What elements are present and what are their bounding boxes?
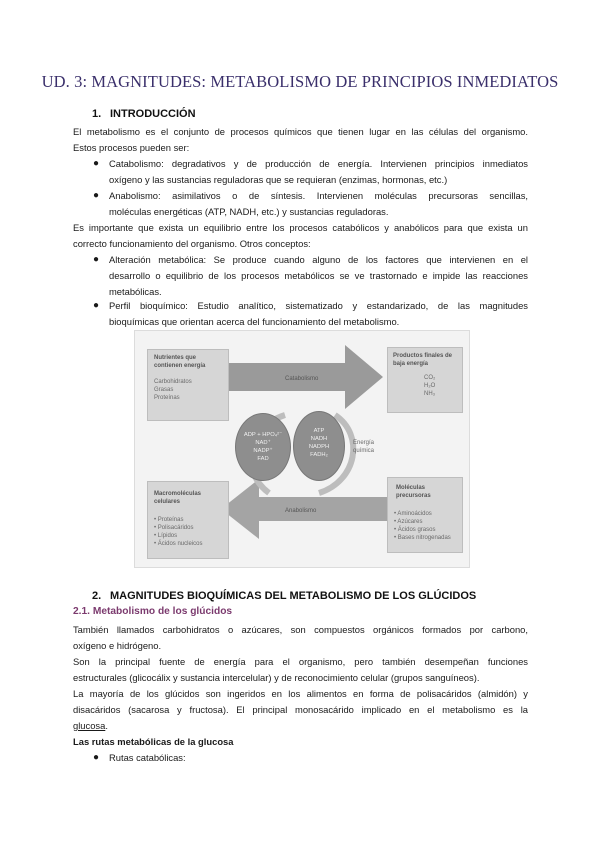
- metabolic-alteration-line: desarrollo o equilibrio de los procesos metabólicos se ve trastornado e impide las reacciones: [109, 270, 528, 281]
- chemical-energy-label: química: [353, 448, 375, 454]
- box-title: contienen energía: [154, 363, 206, 369]
- biochemical-profile-line: Perfil bioquímico: Estudio analítico, sistematizado y estandarizado, de las magnitudes: [109, 300, 528, 311]
- catabolism-item-line: oxígeno y las sustancias reguladoras que se requieran (enzimas, hormonas, etc.): [109, 174, 448, 185]
- box-item: • Azúcares: [394, 519, 423, 525]
- subsection-title: Metabolismo de los glúcidos: [92, 606, 233, 617]
- anabolism-label: Anabolismo: [285, 508, 317, 514]
- oxidized-cofactors-circle: [235, 413, 291, 481]
- bullet-icon: ●: [93, 300, 100, 311]
- cofactor-label: ATP: [313, 428, 325, 434]
- balance-paragraph-line: correcto funcionamiento del organismo. Otros conceptos:: [73, 238, 311, 249]
- box-item: • Polisacáridos: [154, 525, 194, 531]
- ingestion-paragraph-line: La mayoría de los glúcidos son ingeridos en los alimentos en forma de polisacáridos (almidón) y: [73, 688, 528, 699]
- box-item: • Bases nitrogenadas: [394, 535, 451, 541]
- box-title: Macromoléculas: [154, 491, 202, 497]
- section-2-heading: [92, 590, 476, 602]
- box-item: Proteínas: [154, 395, 180, 401]
- reduced-cofactors-circle: [293, 411, 345, 481]
- subsection-number: 2.1.: [73, 606, 90, 617]
- cell-macromolecules-box: [147, 481, 229, 559]
- cofactor-label: FADH₂: [310, 452, 328, 458]
- chemical-energy-label: Energía: [353, 440, 375, 446]
- box-item: • Aminoácidos: [394, 511, 432, 517]
- ingestion-paragraph-line: disacáridos (sacarosa y fructosa). El principal monosacárido implicado en el metabolismo es la: [73, 704, 528, 715]
- section-1-number: 1.: [92, 108, 102, 120]
- subsection-2-1-heading: [73, 606, 232, 617]
- section-1-title: INTRODUCCIÓN: [110, 108, 196, 120]
- intro-paragraph-line: Estos procesos pueden ser:: [73, 142, 190, 153]
- carbohydrates-paragraph-line: oxígeno e hidrógeno.: [73, 640, 162, 651]
- balance-paragraph-line: Es importante que exista un equilibrio entre los procesos catabólicos y anabólicos para que exista un: [73, 222, 528, 233]
- bullet-icon: ●: [93, 254, 100, 265]
- box-item: CO₂: [424, 375, 436, 381]
- box-item: • Lípidos: [154, 533, 178, 539]
- bullet-icon: ●: [93, 158, 100, 169]
- ingestion-paragraph-line: [73, 718, 528, 734]
- section-1-heading: [92, 108, 196, 120]
- glucose-term: glucosa: [73, 720, 106, 731]
- biochemical-profile-line: bioquímicas que orientan acerca del funcionamiento del metabolismo.: [109, 316, 400, 327]
- low-energy-products-box: [387, 347, 463, 413]
- box-item: NH₃: [424, 391, 436, 397]
- metabolism-diagram: [134, 330, 470, 568]
- box-item: • Proteínas: [154, 517, 184, 523]
- sentence-end: .: [105, 720, 108, 731]
- box-title: Nutrientes que: [154, 355, 197, 361]
- box-title: Productos finales de: [393, 353, 453, 359]
- bullet-icon: ●: [93, 752, 100, 763]
- metabolic-alteration-line: Alteración metabólica: Se produce cuando alguno de los factores que intervienen en el: [109, 254, 528, 265]
- anabolism-item-line: moléculas energéticas (ATP, NADH, etc.) y sustancias reguladoras.: [109, 206, 389, 217]
- box-item: Grasas: [154, 387, 174, 393]
- box-title: celulares: [154, 499, 181, 505]
- cofactor-label: NADPH: [308, 444, 330, 450]
- cofactor-label: NAD⁺: [255, 440, 271, 446]
- anabolism-item-line: Anabolismo: asimilativos o de síntesis. Intervienen moléculas precursoras sencillas,: [109, 190, 528, 201]
- glucose-routes-heading: Las rutas metabólicas de la glucosa: [73, 736, 234, 747]
- document-title: UD. 3: MAGNITUDES: METABOLISMO DE PRINCIPIOS INMEDIATOS: [41, 72, 559, 91]
- cofactor-label: NADP⁺: [253, 448, 273, 454]
- cofactor-label: FAD: [257, 456, 269, 462]
- cofactor-label: ADP + HPO₄²⁻: [243, 432, 283, 438]
- energy-source-paragraph-line: estructurales (glicocálix y sustancia intercelular) y de reconocimiento celular (grupos sanguíneos).: [73, 672, 480, 683]
- box-title: Moléculas: [396, 485, 426, 491]
- intro-paragraph-line: El metabolismo es el conjunto de procesos químicos que tienen lugar en las células del organismo.: [73, 126, 528, 137]
- box-item: H₂O: [424, 383, 436, 389]
- energy-nutrients-box: [147, 349, 229, 421]
- box-item: Carbohidratos: [154, 379, 192, 385]
- box-title: precursoras: [396, 493, 431, 499]
- metabolic-alteration-line: metabólicas.: [109, 286, 162, 297]
- cofactor-label: NADH: [310, 436, 328, 442]
- box-title: baja energía: [393, 361, 429, 367]
- box-item: • Ácidos nucleicos: [154, 541, 203, 547]
- bullet-icon: ●: [93, 190, 100, 201]
- precursor-molecules-box: [387, 477, 463, 553]
- box-item: • Ácidos grasos: [394, 527, 436, 533]
- energy-source-paragraph-line: Son la principal fuente de energía para el organismo, pero también desempeñan funciones: [73, 656, 528, 667]
- catabolism-item-line: Catabolismo: degradativos y de producción de energía. Intervienen principios inmediatos: [109, 158, 528, 169]
- section-2-number: 2.: [92, 590, 102, 602]
- carbohydrates-paragraph-line: También llamados carbohidratos o azúcares, son compuestos orgánicos formados por carbono,: [73, 624, 528, 635]
- section-2-title: MAGNITUDES BIOQUÍMICAS DEL METABOLISMO DE LOS GLÚCIDOS: [110, 590, 477, 602]
- catabolism-label: Catabolismo: [285, 376, 319, 382]
- catabolic-routes-item: Rutas catabólicas:: [109, 752, 186, 763]
